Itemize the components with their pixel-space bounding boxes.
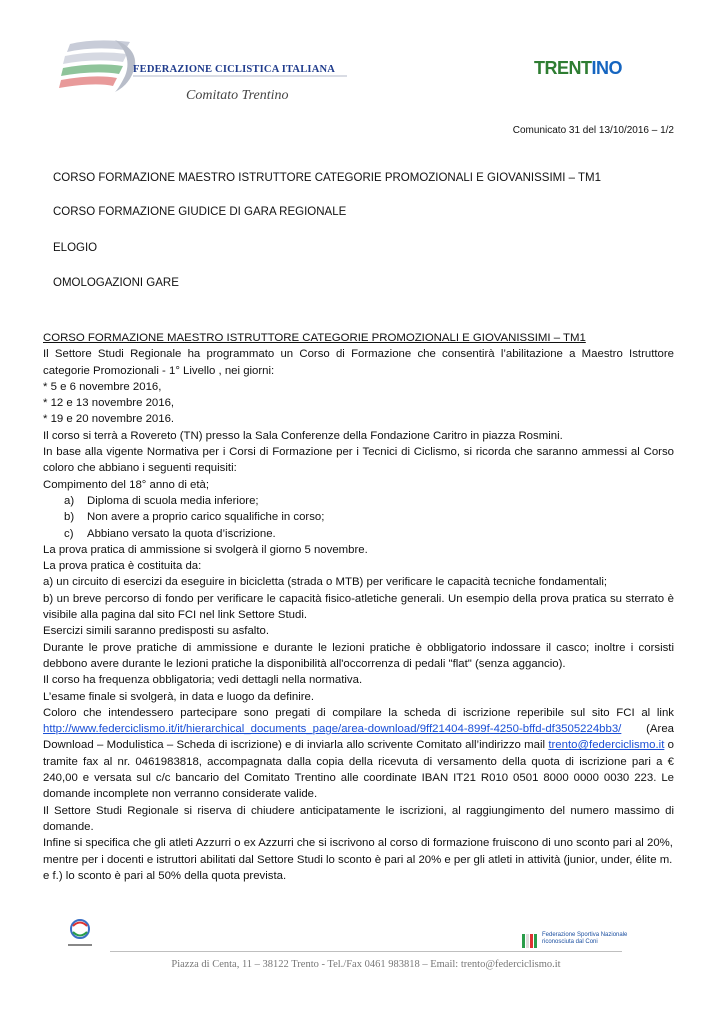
text-run: Coloro che intendessero partecipare sono pregati di compilare la scheda di iscrizione reperibile sul sito FCI al link	[43, 706, 674, 719]
paragraph: La prova pratica è costituita da:	[43, 560, 202, 573]
list-text: Diploma di scuola media inferiore;	[87, 494, 259, 507]
email-link[interactable]: trento@federciclismo.it	[548, 739, 665, 752]
paragraph-registration	[43, 705, 674, 803]
section-title: CORSO FORMAZIONE MAESTRO ISTRUTTORE CATEGORIE PROMOZIONALI E GIOVANISSIMI – TM1	[43, 332, 586, 344]
list-item	[43, 493, 674, 509]
toc-item: ELOGIO	[53, 242, 98, 254]
list-text: Abbiano versato la quota d’iscrizione.	[87, 527, 276, 540]
paragraph: La prova pratica di ammissione si svolgerà il giorno 5 novembre.	[43, 543, 368, 556]
federation-name: FEDERAZIONE CICLISTICA ITALIANA	[133, 64, 336, 75]
paragraph: Il corso si terrà a Rovereto (TN) presso la Sala Conferenze della Fondazione Caritro in piazza Rosmini.	[43, 429, 563, 442]
paragraph: Il Settore Studi Regionale si riserva di chiudere anticipatamente le iscrizioni, al raggiungimento del numero massimo di domande.	[43, 804, 674, 833]
list-text: Non avere a proprio carico squalifiche in corso;	[87, 511, 325, 524]
list-marker: c)	[64, 527, 74, 540]
text-run: o tramite fax al nr. 0461983818, accompagnata dalla copia della ricevuta di versamento della quota di iscrizione pari a € 240,00 e versata sul c/c bancario del Comitato Trentino alle coordinate IBAN IT21 R010 0501 8000 0000 0030 223. Le domande incomplete non verranno considerate valide.	[43, 739, 674, 801]
committee-name: Comitato Trentino	[186, 88, 289, 103]
registration-link[interactable]: http://www.federciclismo.it/it/hierarchical_documents_page/area-download/9ff21404-899f-4250-bffd-df3505224bb3/	[43, 723, 622, 736]
list-item	[43, 526, 674, 542]
date-item: * 5 e 6 novembre 2016,	[43, 380, 162, 393]
paragraph: Durante le prove pratiche di ammissione e durante le lezioni pratiche è obbligatorio indossare il casco; inoltre i corsisti debbono avere durante le lezioni pratiche la disponibilità all'occorrenza di pedali "flat" (senza aggancio).	[43, 641, 674, 670]
paragraph: Esercizi simili saranno predisposti su asfalto.	[43, 625, 270, 638]
list-marker: a)	[64, 494, 75, 507]
list-item	[43, 509, 674, 525]
trentino-logo	[534, 58, 622, 79]
trentino-logo-part-a: TRENT	[534, 58, 592, 78]
toc-item: CORSO FORMAZIONE MAESTRO ISTRUTTORE CATEGORIE PROMOZIONALI E GIOVANISSIMI – TM1	[53, 172, 602, 184]
date-item: * 19 e 20 novembre 2016.	[43, 413, 175, 426]
footer-divider	[110, 951, 622, 952]
toc-item: CORSO FORMAZIONE GIUDICE DI GARA REGIONALE	[53, 206, 347, 218]
paragraph: Compimento del 18° anno di età;	[43, 478, 210, 491]
footer-address: Piazza di Centa, 11 – 38122 Trento - Tel./Fax 0461 983818 – Email: trento@federciclismo.it	[171, 959, 561, 970]
text-run: (Area Download – Modulistica – Scheda di iscrizione) e di inviarla allo scrivente Comitato all’indirizzo mail	[43, 723, 674, 752]
requirements-list	[43, 493, 674, 542]
paragraph: Il corso ha frequenza obbligatoria; vedi dettagli nella normativa.	[43, 674, 363, 687]
paragraph: Infine si specifica che gli atleti Azzurri o ex Azzurri che si iscrivono al corso di formazione fruiscono di uno sconto pari al 20%, mentre per i docenti e istruttori abilitati dal Settore Studi lo sconto è pari al 20% e per gli atleti in attività (junior, under, élite m. e f.) lo sconto è pari al 50% della quota prevista.	[43, 837, 673, 882]
coni-line: Federazione Sportiva Nazionale	[542, 932, 628, 938]
paragraph: b) un breve percorso di fondo per verificare le capacità fisico-atletiche generali. Un esempio della prova pratica su sterrato è visibile alla pagina dal sito FCI nel link Settore Studi.	[43, 592, 674, 622]
trentino-logo-part-b: INO	[591, 58, 623, 78]
paragraph: Il Settore Studi Regionale ha programmato un Corso di Formazione che consentirà l’abilitazione a Maestro Istruttore categorie Promozionali - 1° Livello , nei giorni:	[43, 348, 674, 377]
paragraph: In base alla vigente Normativa per i Corsi di Formazione per i Tecnici di Ciclismo, si ricorda che saranno ammessi al Corso coloro che abbiano i seguenti requisiti:	[43, 446, 674, 475]
date-item: * 12 e 13 novembre 2016,	[43, 397, 175, 410]
coni-line: riconosciuta dal Coni	[542, 939, 598, 945]
toc-item: OMOLOGAZIONI GARE	[53, 277, 179, 289]
coni-caption	[542, 932, 627, 946]
paralympic-logo	[60, 913, 100, 953]
list-marker: b)	[64, 511, 75, 524]
paragraph: L’esame finale si svolgerà, in data e luogo da definire.	[43, 690, 315, 703]
section-body	[43, 330, 674, 884]
paragraph: a) un circuito di esercizi da eseguire in bicicletta (strada o MTB) per verificare le capacità tecniche fondamentali;	[43, 576, 608, 589]
communique-number: Comunicato 31 del 13/10/2016 – 1/2	[512, 125, 674, 136]
